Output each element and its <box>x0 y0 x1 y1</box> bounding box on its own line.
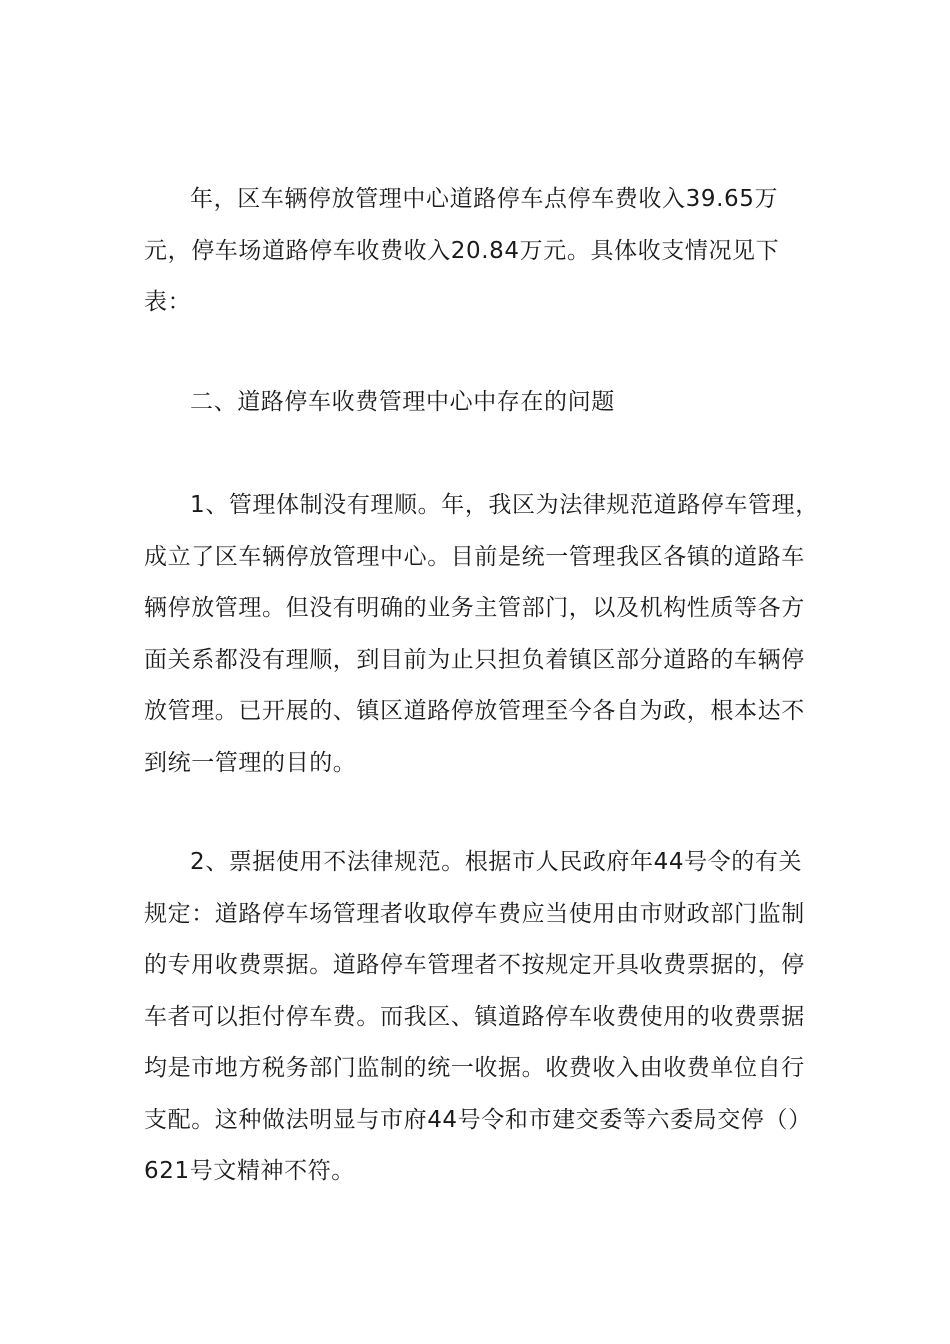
document-body <box>144 174 824 1198</box>
paragraph-management-system: 1、管理体制没有理顺。年，我区为法律规范道路停车管理，成立了区车辆停放管理中心。目前是统一管理我区各镇的道路车辆停放管理。但没有明确的业务主管部门，以及机构性质等各方面关系都没有理顺，到目前为止只担负着镇区部分道路的车辆停放管理。已开展的、镇区道路停放管理至今各自为政，根本达不到统一管理的目的。 <box>144 492 819 776</box>
section-heading-problems: 二、道路停车收费管理中心中存在的问题 <box>190 388 615 415</box>
paragraph-receipt-usage: 2、票据使用不法律规范。根据市人民政府年44号令的有关规定：道路停车场管理者收取停车费应当使用由市财政部门监制的专用收费票据。道路停车管理者不按规定开具收费票据的，停车者可以拒付停车费。而我区、镇道路停车收费使用的收费票据均是市地方税务部门监制的统一收据。收费收入由收费单位自行支配。这种做法明显与市府44号令和市建交委等六委局交停（）621号文精神不符。 <box>144 849 812 1184</box>
paragraph-revenue: 年，区车辆停放管理中心道路停车点停车费收入39.65万元，停车场道路停车收费收入20.84万元。具体收支情况见下表： <box>144 186 780 315</box>
